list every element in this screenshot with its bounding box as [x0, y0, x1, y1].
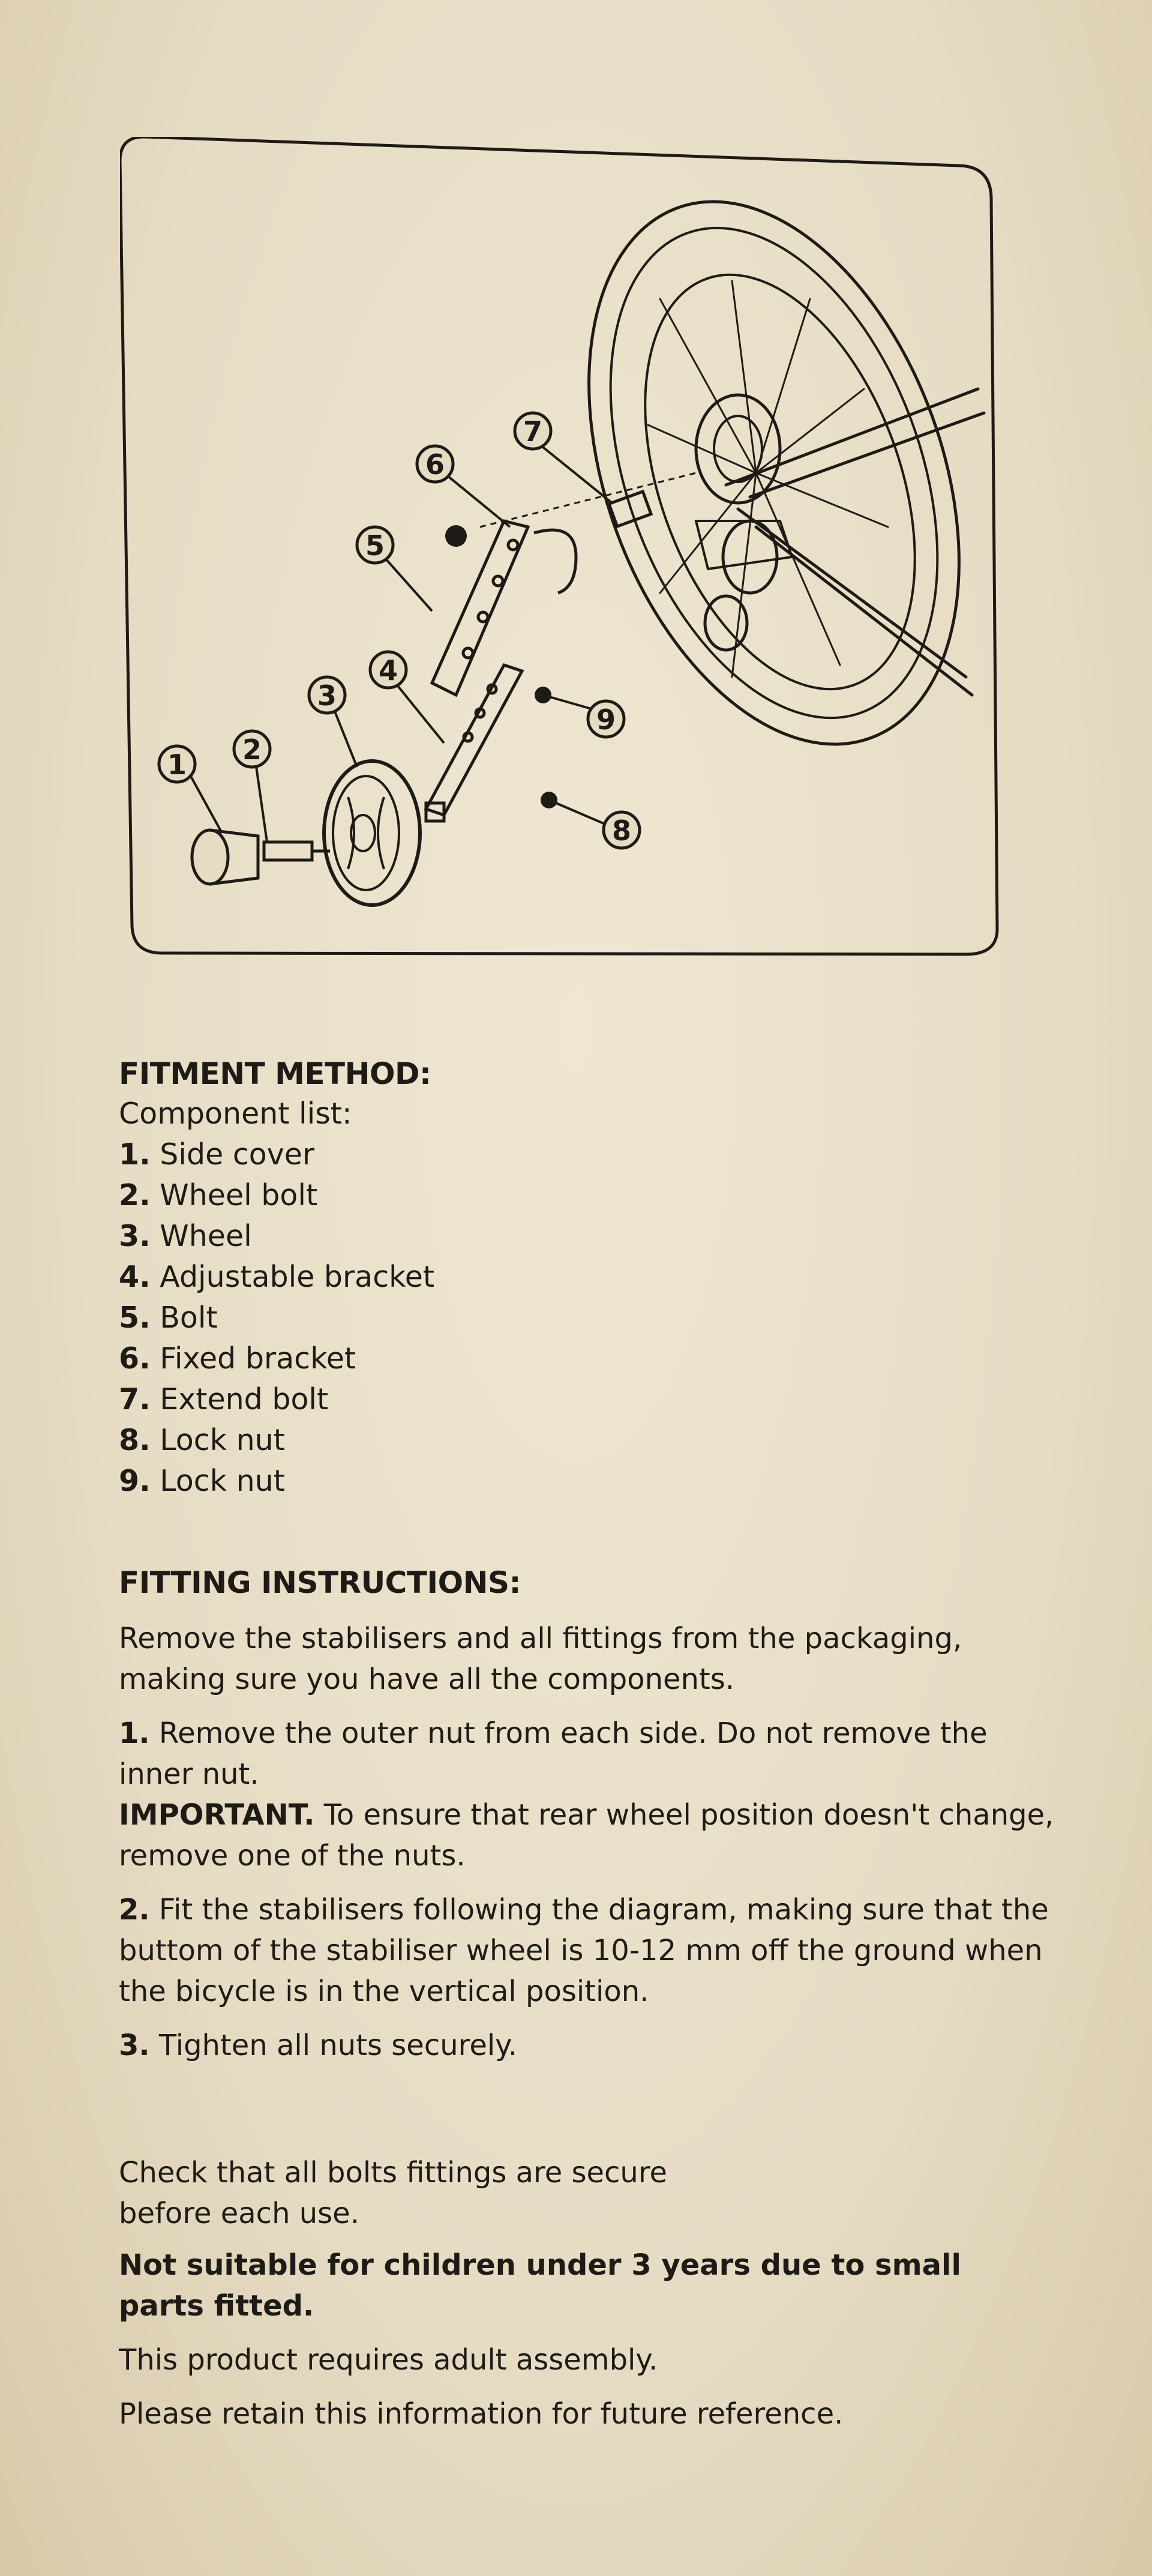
svg-text:3: 3: [317, 679, 337, 712]
stabiliser-wheel: [324, 761, 420, 905]
diagram-border: [120, 137, 997, 954]
age-warning: Not suitable for children under 3 years due to small parts fitted.: [119, 2248, 961, 2323]
fixed-bracket: [432, 521, 576, 695]
svg-text:5: 5: [365, 529, 385, 562]
axle-line: [480, 473, 696, 527]
svg-text:1: 1: [167, 748, 187, 781]
step-2: 2. Fit the stabilisers following the diagram, making sure that the buttom of the stabiliser wheel is 10-12 mm off the ground when the bicycle is in the vertical position.: [119, 1893, 1049, 2008]
adult-assembly-note: This product requires adult assembly.: [119, 2343, 658, 2377]
list-item: 2. Wheel bolt: [119, 1178, 318, 1212]
callout-1: [159, 746, 195, 782]
safety-section: [119, 2152, 719, 2247]
svg-text:9: 9: [596, 703, 616, 736]
assembly-diagram: [120, 137, 1002, 959]
component-list: [119, 1134, 1055, 1502]
fitting-instructions-section: [119, 1563, 1055, 2079]
list-item: 7. Extend bolt: [119, 1382, 329, 1416]
list-item: 6. Fixed bracket: [119, 1341, 356, 1376]
list-item: 3. Wheel: [119, 1219, 252, 1253]
safety-section-2: [119, 2245, 1055, 2434]
callout-3: [309, 677, 345, 713]
component-list-label: Component list:: [119, 1097, 352, 1131]
list-item: 8. Lock nut: [119, 1423, 285, 1457]
callout-8: [604, 812, 640, 848]
callout-5: [357, 527, 393, 563]
callout-4: [370, 652, 406, 688]
svg-text:2: 2: [242, 733, 262, 766]
list-item: 9. Lock nut: [119, 1464, 285, 1498]
stabiliser-diagram-svg: [120, 137, 1002, 959]
important-note: IMPORTANT. To ensure that rear wheel position doesn't change, remove one of the nuts.: [119, 1798, 1054, 1873]
fitting-heading: FITTING INSTRUCTIONS:: [119, 1565, 521, 1600]
fitting-intro: Remove the stabilisers and all fittings from the packaging, making sure you have all the components.: [119, 1622, 962, 1696]
retain-info-note: Please retain this information for future reference.: [119, 2397, 844, 2431]
fitment-heading: FITMENT METHOD:: [119, 1056, 431, 1091]
svg-text:4: 4: [378, 654, 398, 687]
callout-7: [515, 413, 551, 449]
svg-text:8: 8: [611, 814, 632, 847]
bicycle-wheel: [520, 151, 1002, 796]
callout-2: [234, 731, 270, 767]
leader-lines: [189, 440, 612, 842]
side-cover: [192, 830, 258, 884]
list-item: 4. Adjustable bracket: [119, 1260, 435, 1294]
fitment-method-section: [119, 1054, 1055, 1502]
callout-6: [417, 446, 453, 482]
step-1: 1. Remove the outer nut from each side. Do not remove the inner nut.: [119, 1717, 988, 1791]
svg-text:7: 7: [523, 415, 543, 448]
svg-text:6: 6: [425, 448, 445, 481]
list-item: 5. Bolt: [119, 1301, 218, 1335]
callout-9: [588, 701, 624, 737]
check-bolts-note: Check that all bolts fittings are secure before each use.: [119, 2156, 668, 2230]
bolt-5-part: [445, 525, 467, 547]
step-3: 3. Tighten all nuts securely.: [119, 2029, 517, 2062]
list-item: 1. Side cover: [119, 1137, 315, 1172]
wheel-bolt: [264, 842, 330, 860]
